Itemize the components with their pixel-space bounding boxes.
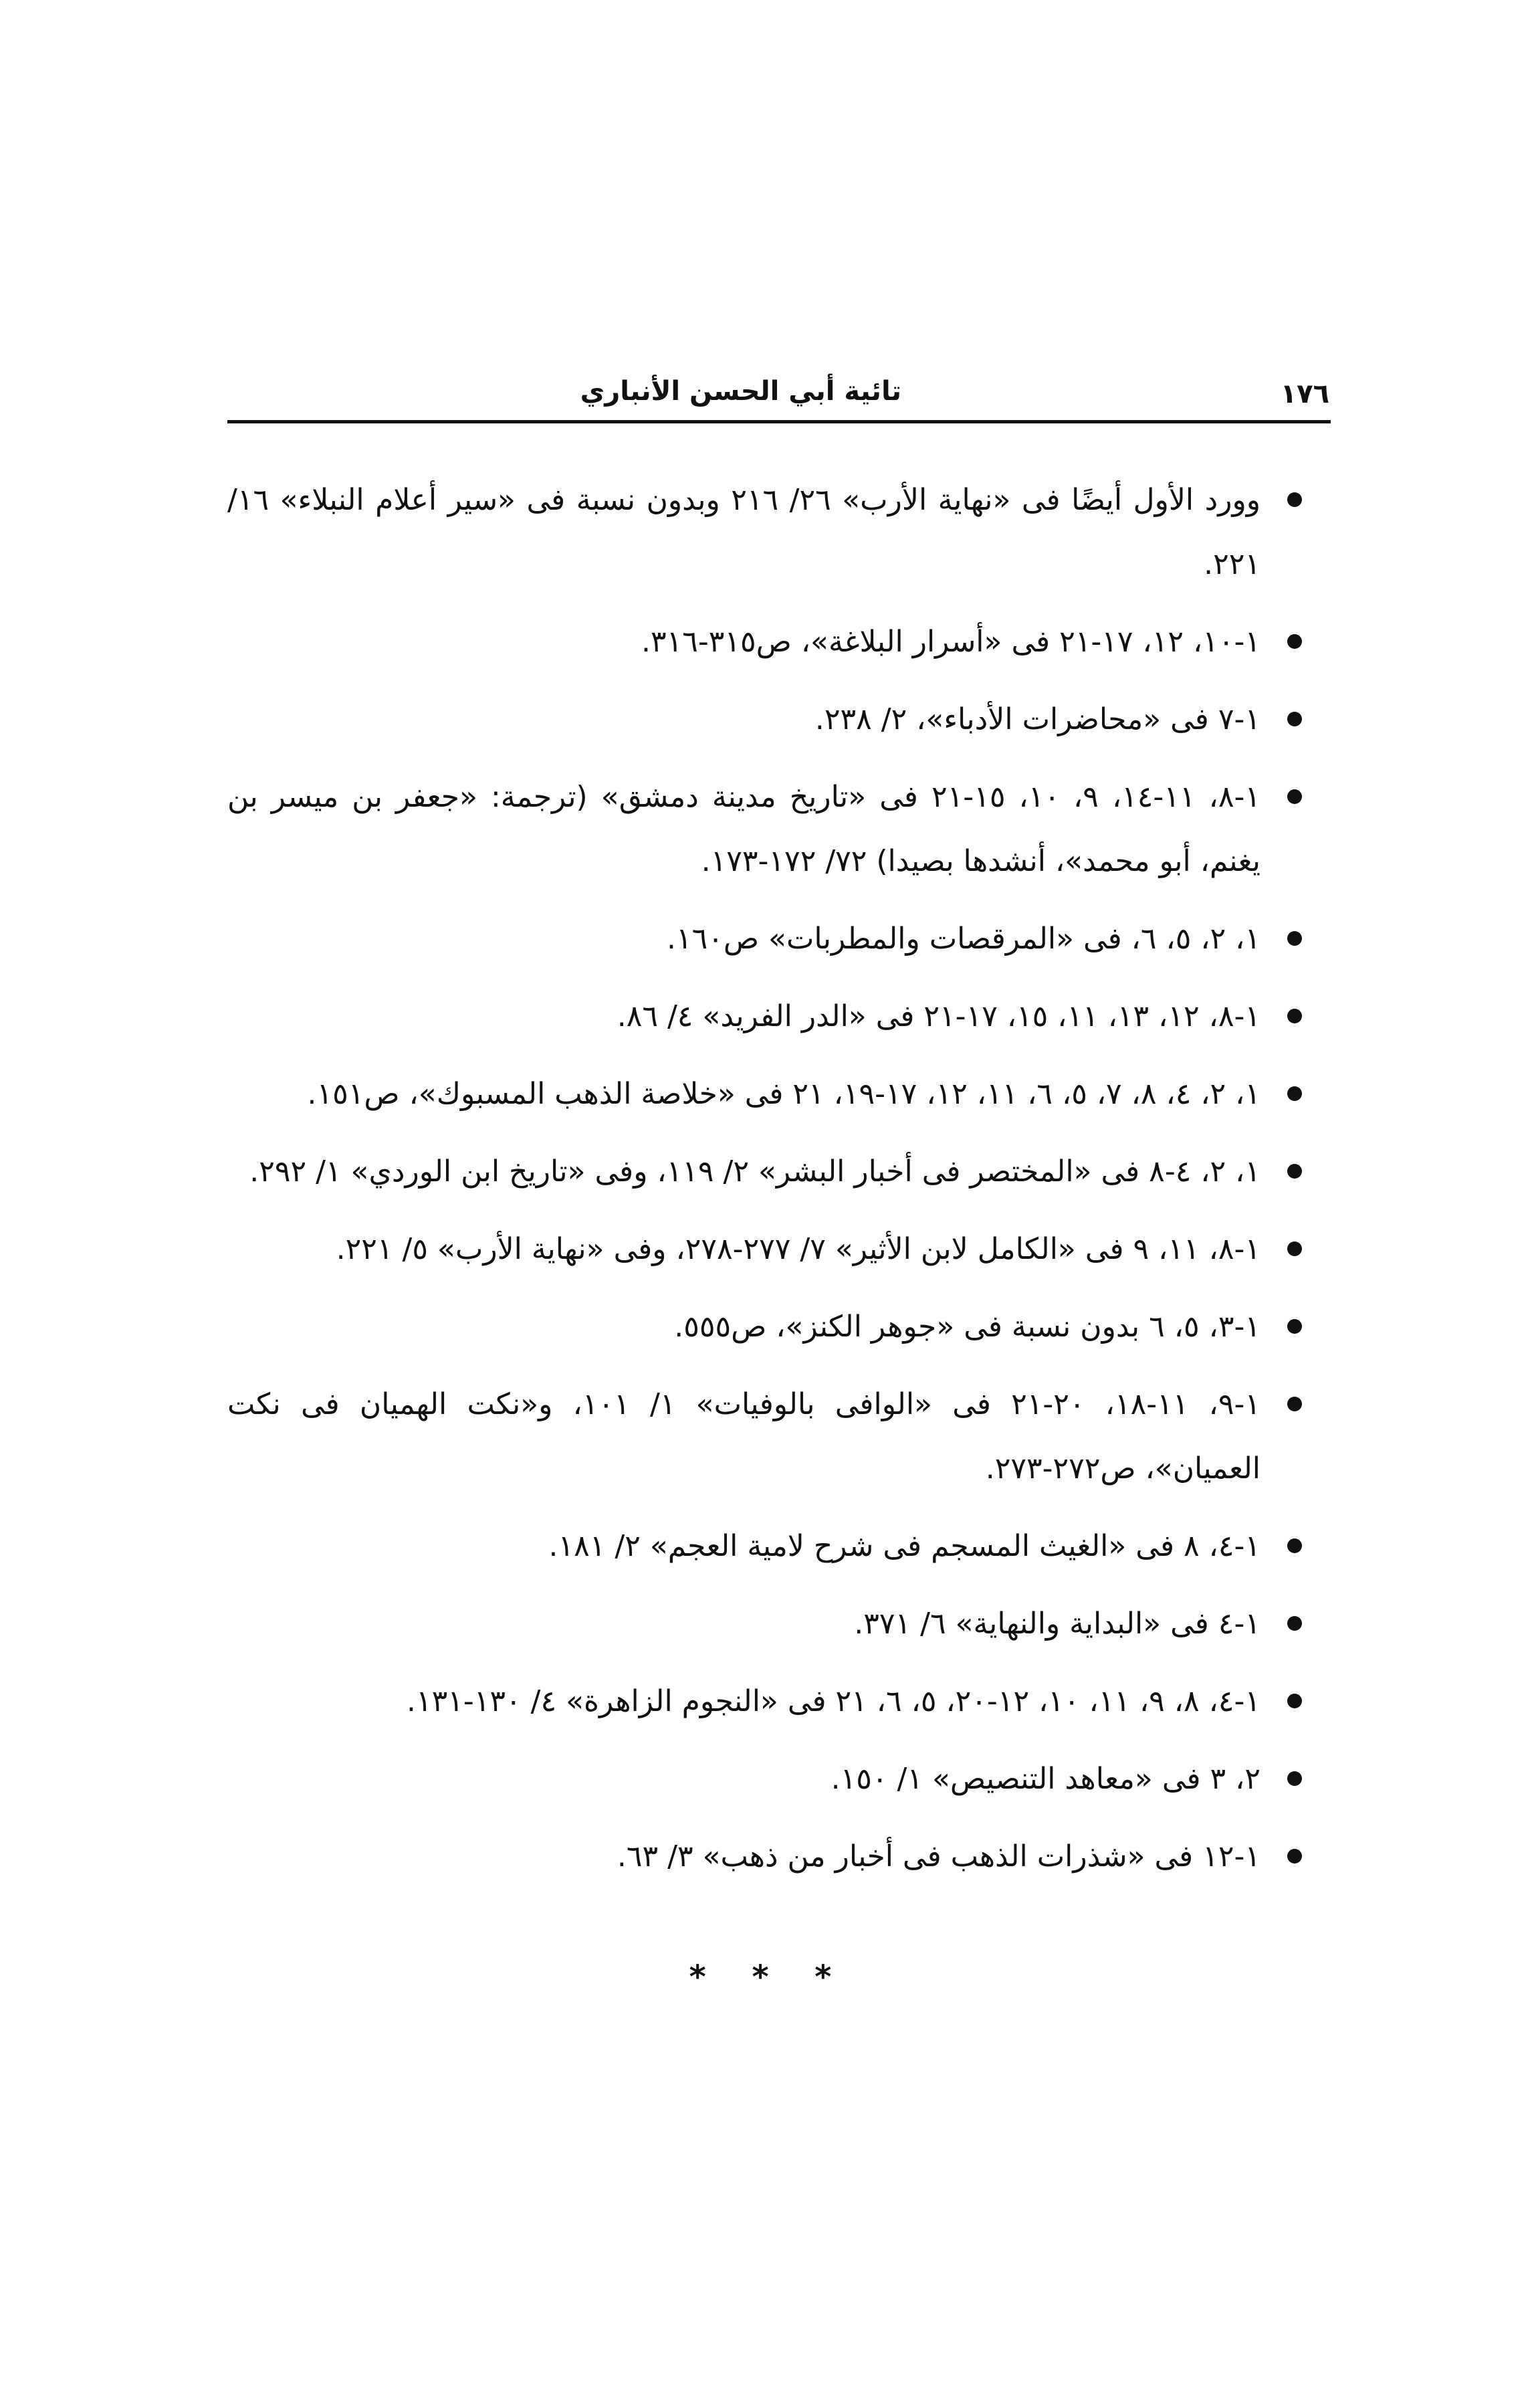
reference-text: ٢، ٣ فى «معاهد التنصيص» ١/ ١٥٠. [831, 1762, 1260, 1796]
reference-entry [227, 1062, 1260, 1126]
bullet-icon [1287, 1086, 1302, 1101]
reference-text: ١، ٢، ٤، ٨، ٧، ٥، ٦، ١١، ١٢، ١٧-١٩، ٢١ فى «خلاصة الذهب المسبوك»، ص١٥١. [307, 1077, 1260, 1111]
reference-entry [227, 1217, 1260, 1282]
reference-text: ١-٨، ١١-١٤، ٩، ١٠، ١٥-٢١ فى «تاريخ مدينة دمشق» (ترجمة: «جعفر بن ميسر بن يغنم، أبو محمد»، أنشدها بصيدا) ٧٢/ ١٧٢-١٧٣. [227, 780, 1261, 878]
reference-text: ١، ٢، ٥، ٦، فى «المرقصات والمطربات» ص١٦٠. [666, 922, 1260, 956]
reference-text: ١-٧ فى «محاضرات الأدباء»، ٢/ ٢٣٨. [814, 702, 1260, 736]
bullet-icon [1287, 1164, 1302, 1179]
reference-text: ١-٣، ٥، ٦ بدون نسبة فى «جوهر الكنز»، ص٥٥٥. [674, 1310, 1260, 1344]
bullet-icon [1287, 1694, 1302, 1708]
reference-text: ١-٨، ١٢، ١٣، ١١، ١٥، ١٧-٢١ فى «الدر الفريد» ٤/ ٨٦. [617, 999, 1260, 1033]
bullet-icon [1287, 492, 1302, 507]
section-end-asterisks: * * * [689, 1959, 849, 1996]
reference-text: ١-١٢ فى «شذرات الذهب فى أخبار من ذهب» ٣/ ٦٣. [617, 1839, 1260, 1874]
reference-text: وورد الأول أيضًا فى «نهاية الأرب» ٢٦/ ٢١٦ وبدون نسبة فى «سير أعلام النبلاء» ١٦/ ٢٢١. [227, 483, 1260, 581]
bullet-icon [1287, 1009, 1302, 1023]
reference-entry [227, 1747, 1260, 1811]
bullet-icon [1287, 1241, 1302, 1256]
reference-entry [227, 765, 1260, 894]
reference-entry [227, 1295, 1260, 1359]
running-title: تائية أبي الحسن الأنباري [580, 376, 901, 407]
reference-text: ١، ٢، ٤-٨ فى «المختصر فى أخبار البشر» ٢/ ١١٩، وفى «تاريخ ابن الوردي» ١/ ٢٩٢. [249, 1155, 1260, 1189]
reference-entry [227, 688, 1260, 752]
reference-entry [227, 1140, 1260, 1204]
reference-entry [227, 907, 1260, 971]
bullet-icon [1287, 1771, 1302, 1786]
bullet-icon [1287, 1397, 1302, 1411]
reference-text: ١-١٠، ١٢، ١٧-٢١ فى «أسرار البلاغة»، ص٣١٥-٣١٦. [641, 625, 1260, 659]
reference-text: ١-٩، ١١-١٨، ٢٠-٢١ فى «الوافى بالوفيات» ١/ ١٠١، و«نكت الهميان فى نكت العميان»، ص٢٧٢-٢٧٣. [227, 1387, 1261, 1486]
bullet-icon [1287, 1319, 1302, 1334]
reference-entry [227, 1373, 1260, 1501]
header-divider [227, 420, 1331, 423]
reference-entry [227, 1825, 1260, 1889]
bullet-icon [1287, 1849, 1302, 1864]
reference-text: ١-٤، ٨ فى «الغيث المسجم فى شرح لامية العجم» ٢/ ١٨١. [548, 1529, 1260, 1563]
reference-entry [227, 1514, 1260, 1579]
reference-text: ١-٨، ١١، ٩ فى «الكامل لابن الأثير» ٧/ ٢٧٧-٢٧٨، وفى «نهاية الأرب» ٥/ ٢٢١. [336, 1232, 1260, 1266]
page-number: ١٧٦ [1280, 379, 1329, 409]
bullet-icon [1287, 1538, 1302, 1553]
reference-entry [227, 1592, 1260, 1656]
reference-entry [227, 985, 1260, 1049]
bullet-icon [1287, 712, 1302, 726]
bullet-icon [1287, 1616, 1302, 1631]
reference-entry [227, 468, 1260, 597]
bullet-icon [1287, 789, 1302, 804]
reference-entry [227, 610, 1260, 674]
reference-text: ١-٤، ٨، ٩، ١١، ١٠، ١٢-٢٠، ٥، ٦، ٢١ فى «النجوم الزاهرة» ٤/ ١٣٠-١٣١. [406, 1684, 1260, 1718]
source-references-list [227, 468, 1260, 1902]
bullet-icon [1287, 931, 1302, 946]
page-header [233, 367, 1329, 420]
reference-entry [227, 1670, 1260, 1734]
reference-text: ١-٤ فى «البداية والنهاية» ٦/ ٣٧١. [854, 1607, 1260, 1641]
bullet-icon [1287, 634, 1302, 649]
